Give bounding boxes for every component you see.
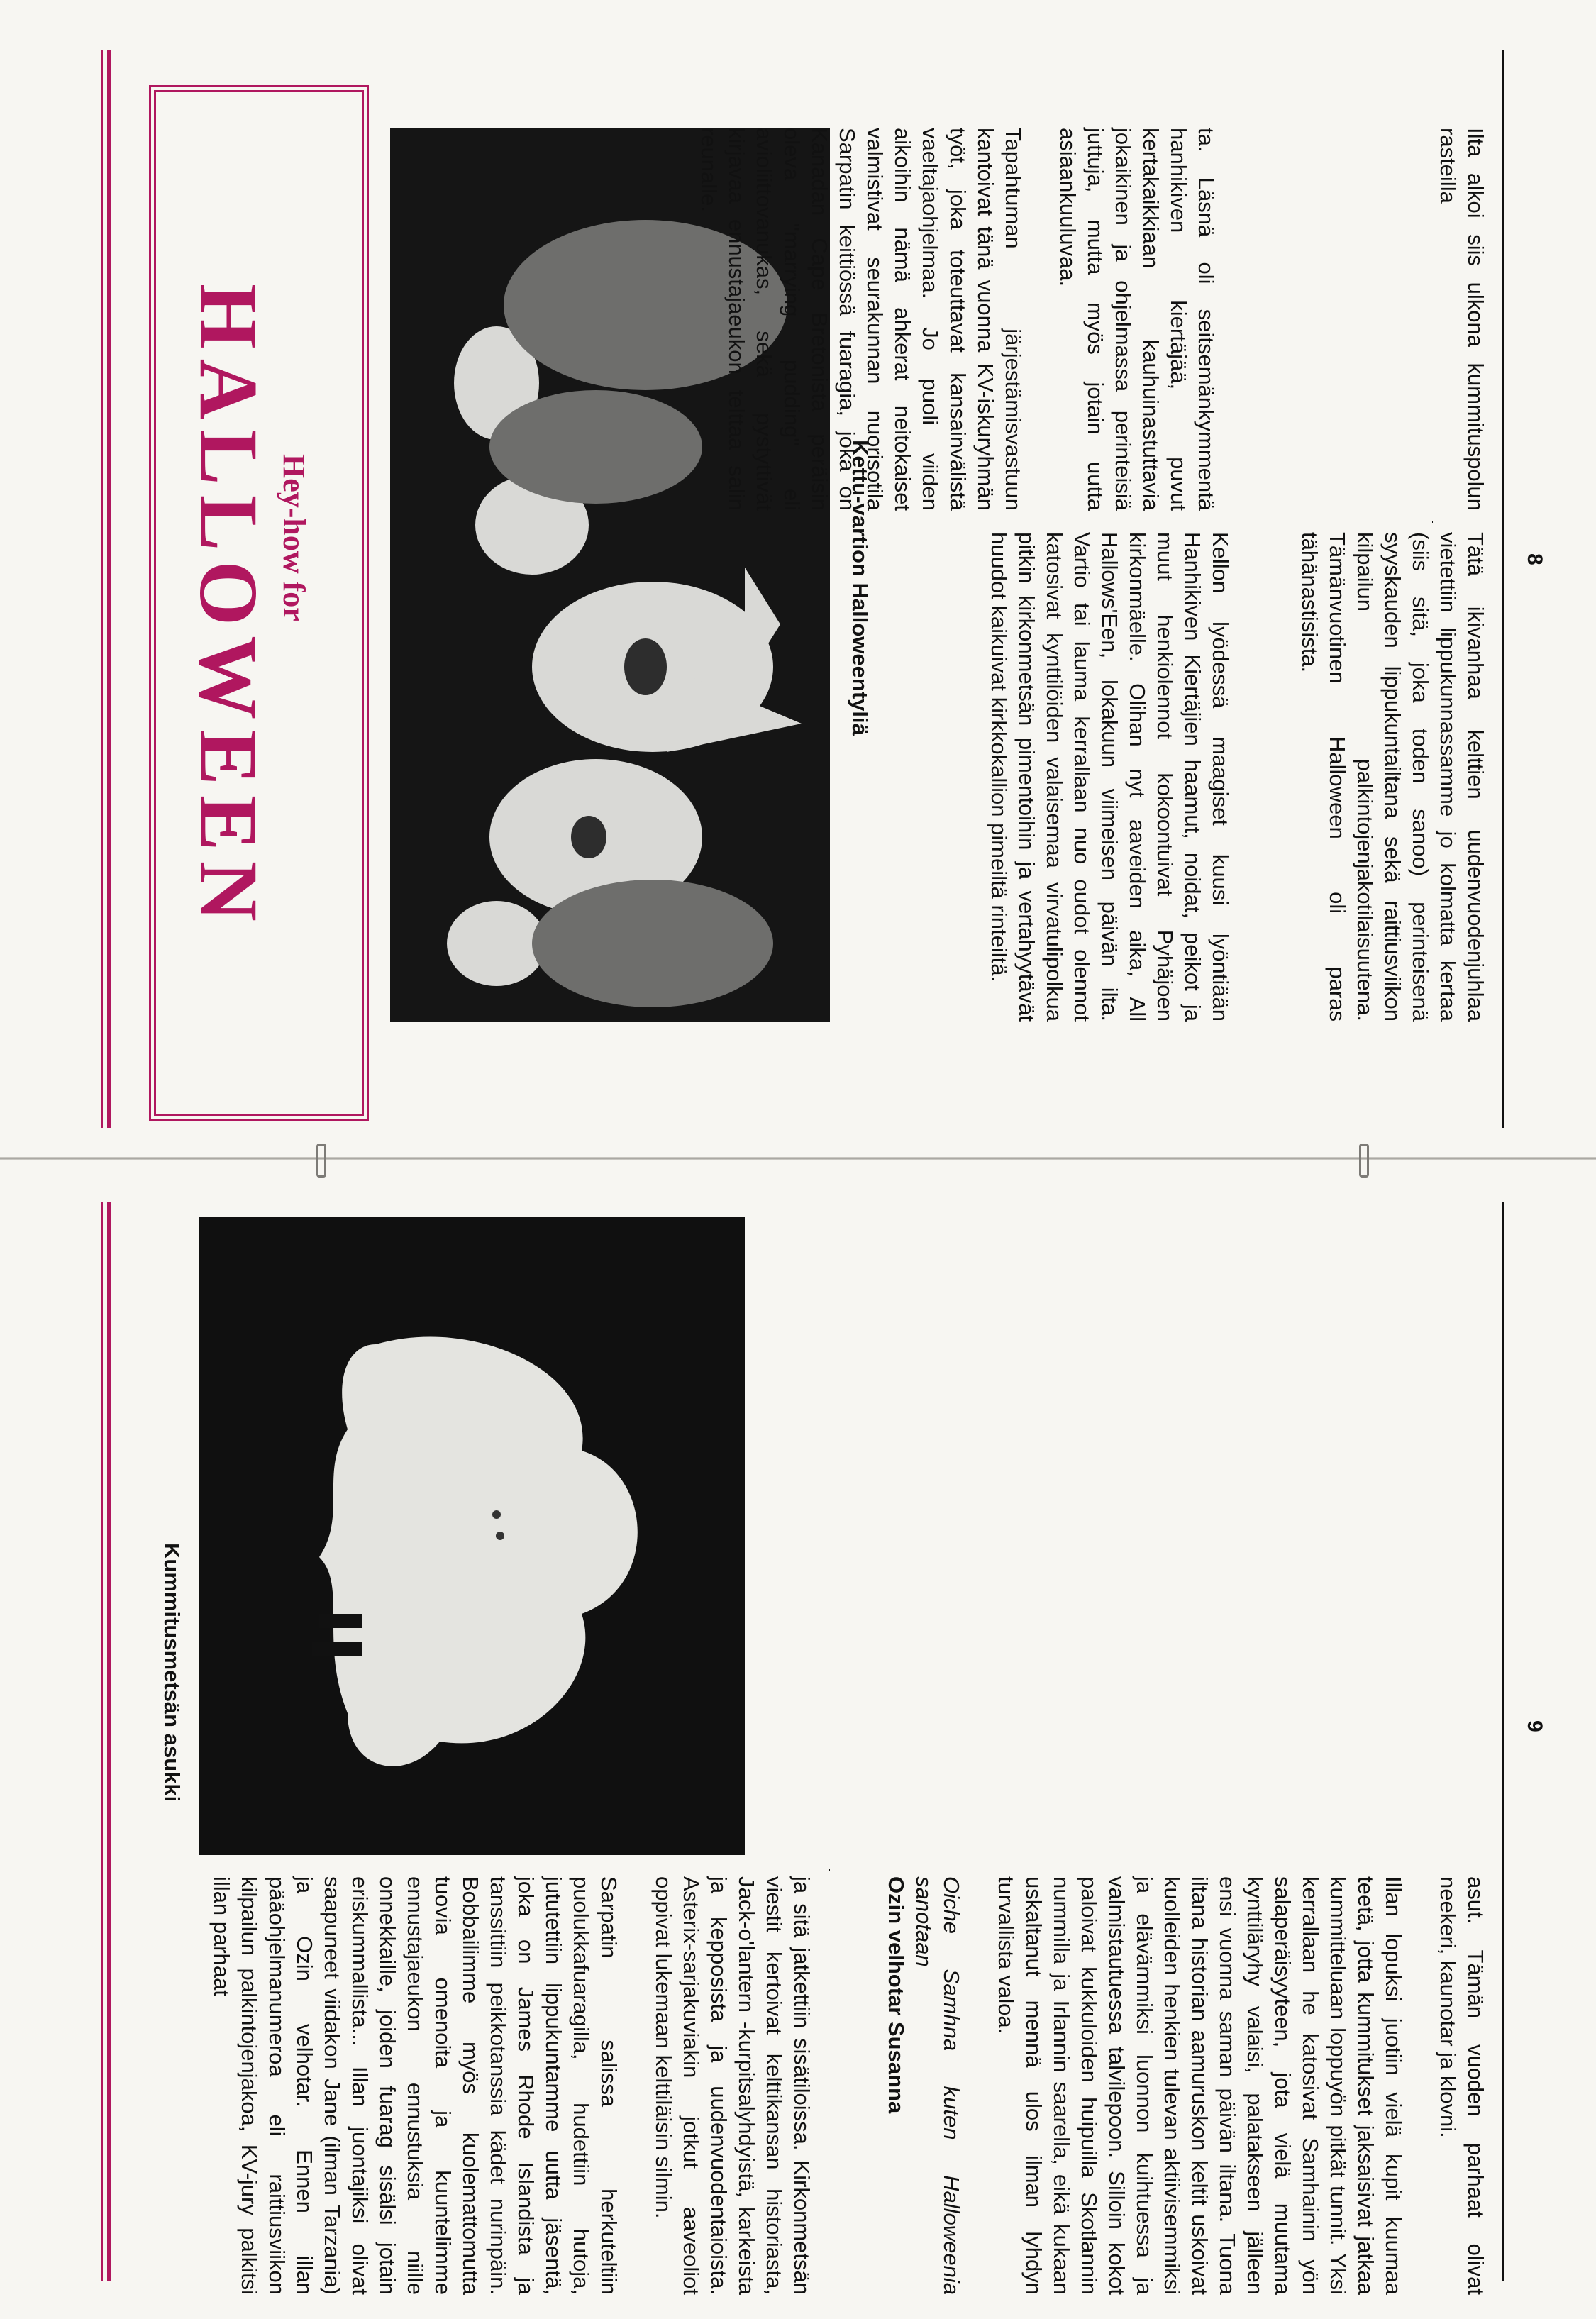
signoff-text: Oiche Samhna kuten Halloweenia sanotaan bbox=[911, 1876, 964, 2295]
photo-caption: Kummitusmetsän asukki bbox=[160, 1543, 184, 1803]
bottom-rule bbox=[1502, 50, 1504, 1128]
column-one-continued bbox=[1256, 532, 1490, 1022]
paragraph: ta. Läsnä oli seitsemänkymmentä hanhikiven kiertäjää, puvut kertakaikkiaan kauhuinastuttavia jokaikinen ja ohjelmassa perinteisiä juttuja, mutta myös jotain uutta asiaankuuluvaa. bbox=[1055, 128, 1219, 511]
column-separator bbox=[829, 1869, 830, 1871]
ghost-photo bbox=[199, 1217, 745, 1855]
photo-caption: Kettu-vartion Halloweentyliä bbox=[848, 440, 872, 736]
article-column-1 bbox=[192, 1876, 816, 2295]
paragraph: Ilta alkoi siis ulkona kummituspolun rasteilla bbox=[1436, 128, 1488, 511]
page-9 bbox=[0, 1160, 1596, 2319]
headline: HALLOWEEN bbox=[182, 284, 275, 931]
paragraph: Kellon lyödessä maagiset kuusi lyöntiään Hanhikiven Kiertäjien haamut, noidat, peikot ja muut henkiolennot kokoontuivat Pyhäjoen kirkonmäelle. Olihan nyt aaveiden aika, All Hallows'Een, lokakuun viimeisen päivän ilta. Vartio tai lauma kerrallaan nuo oudot olennot katosivat kynttilöiden valaisemaa virvatulipolkua pitkin kirkonmetsän pimentoihin ja vertahyytävät huudot kaikuivat kirkkokallion pimeiltä rinteiltä. bbox=[987, 532, 1233, 1022]
top-rule-thin bbox=[101, 50, 103, 1128]
column-two-end bbox=[1436, 128, 1490, 511]
paragraph: Tapahtuman järjestämisvastuun kantoivat tänä vuonna KV-iskuryhmän työt, joka toteuttavat kansainvälistä vaeltajaohjelmaa. Jo puoli viiden aikoihin nämä ahkerat neitokaiset valmistivat seurakunnan nuorisotila Sarpatin keittiössä fuaragia, joka on Kanadan Cape Bretonista peräisin oleva "marrying pudding" eli avioliittovanukas, sekä pystyttivät kirjavaa ennustajaeukon telttaa salin reunalle. bbox=[697, 128, 1026, 511]
paragraph: asut. Tämän vuoden parhaat olivat neekeri, kaunotar ja klovni. bbox=[1436, 1876, 1488, 2295]
author-signature: Ozin velhotar Susanna bbox=[884, 1876, 909, 2114]
page-8 bbox=[0, 0, 1596, 1159]
column-two bbox=[697, 128, 1220, 511]
page-number: 9 bbox=[1523, 1720, 1546, 1732]
ghost-illustration bbox=[199, 1217, 745, 1855]
top-rule bbox=[107, 50, 111, 1128]
headline-kicker: Hey-how for bbox=[277, 454, 311, 621]
paragraph: ja sitä jatkettiin sisätiloissa. Kirkonmetsän viestit kertoivat kelttikansan historiasta, Jack-o'lantern -kurpitsalyhdyistä, karkeista ja kepposista ja uudenvuodentaioista. Asterix-sarjakuviakin jotkut aaveoliot oppivat lukemaan kelttiläisin silmin. bbox=[651, 1876, 814, 2295]
column-one bbox=[894, 532, 1234, 1022]
article-column-2 bbox=[851, 1876, 1490, 2295]
paragraph: Illan lopuksi juotiin vielä kupit kuumaa teetä, jotta kummitukset jaksaisivat jatkaa kummitteluaan loppuyön pitkät tunnit. Yksi kerrallaan he katosivat Samhainin yön salaperäisyyteen, jota vielä muutama kynttiläryhy valaisi, palatakseen jälleen ensi vuonna saman päivän iltana. Tuona iltana historian aamuruskon keltit uskoivat kuolleiden henkien tulevan aktiivisemmiksi ja elävämmiksi luonnon kuihtuessa ja valmistautuessa talvilepoon. Silloin kokot paloivat kukkuloiden huipuilla Skotlannin nummilla ja Irlannin saarella, eikä kukaan uskaltanut mennä ulos ilman lyhdyn turvallista valoa. bbox=[994, 1876, 1406, 2295]
column-separator bbox=[1432, 521, 1433, 523]
paragraph: Tätä ikivanhaa kelttien uudenvuodenjuhlaa vietettiin lippukunnassamme jo kolmatta kertaa (siis sitä, joka toden sanoo) perinteisenä syyskauden lippukuntailtana sekä raittiusviikon kilpailun palkintojenjakotilaisuutena. Tämänvuotinen Halloween oli paras tähänastisista. bbox=[1297, 532, 1488, 1022]
bottom-rule bbox=[1502, 1202, 1504, 2281]
top-rule bbox=[107, 1202, 111, 2281]
paragraph bbox=[910, 1876, 965, 2295]
page-number: 8 bbox=[1523, 553, 1546, 565]
paragraph: Sarpatin salissa herkuteltiin puolukkafuaragilla, hudettiin hutoja, jututettiin lippukuntamme uutta jäsentä, joka on James Rhode Islandista ja tanssittiin peikkotanssia kädet nurinpäin. Bobbailimme myös kuolemattomutta tuovia omenoita ja kuuntelimme ennustajaeukon ennustuksia niille onnekkaille, joiden fuarag sisälsi jotain eriskummallista... Illan juontajiksi olivat saapuneet viidakon Jane (ilman Tarzania) ja Ozin velhotar. Ennen illan pääohjelmanumeroa eli raittiusviikon kilpailun palkintojenjakoa, KV-jury palkitsi illan parhaat bbox=[209, 1876, 621, 2295]
top-rule-thin bbox=[101, 1202, 103, 2281]
